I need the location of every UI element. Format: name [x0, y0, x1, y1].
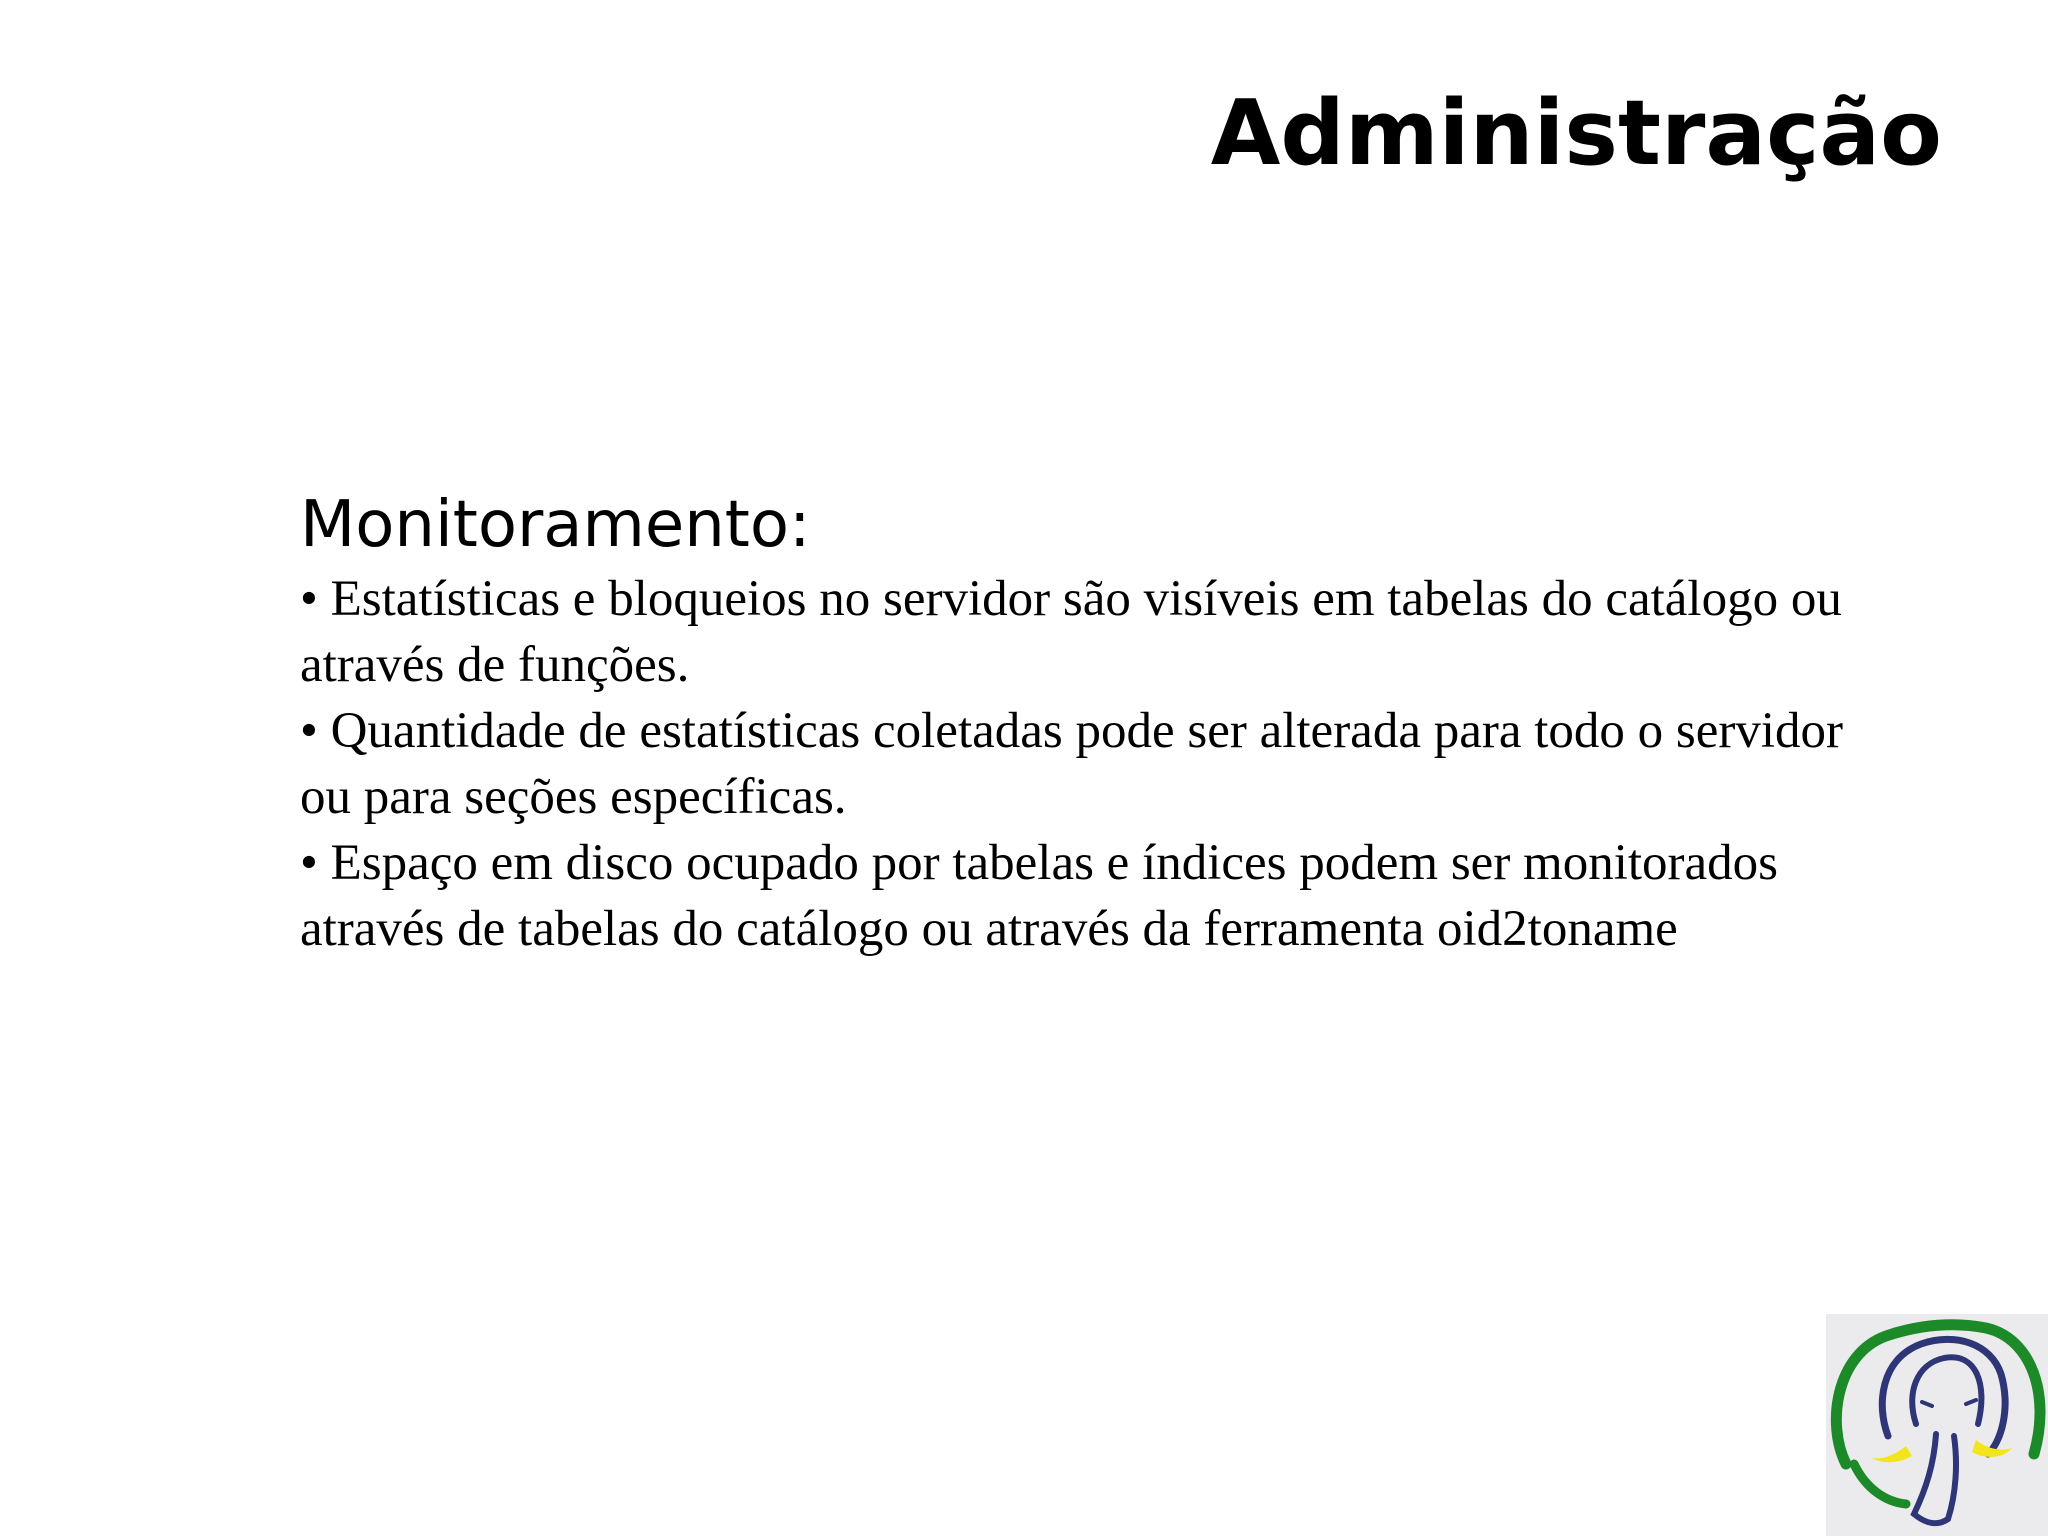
section-heading: Monitoramento: — [300, 488, 811, 562]
slide-content — [300, 484, 1860, 962]
bullet-item: • Estatísticas e bloqueios no servidor são visíveis em tabelas do catálogo ou através de funções. — [300, 571, 1842, 693]
slide-title: Administração — [1210, 81, 1942, 186]
bullet-item: • Quantidade de estatísticas coletadas pode ser alterada para todo o servidor ou para seções específicas. — [300, 703, 1843, 825]
postgresql-elephant-icon — [1826, 1314, 2048, 1536]
bullet-item: • Espaço em disco ocupado por tabelas e índices podem ser monitorados através de tabelas do catálogo ou através da ferramenta oid2toname — [300, 835, 1779, 957]
